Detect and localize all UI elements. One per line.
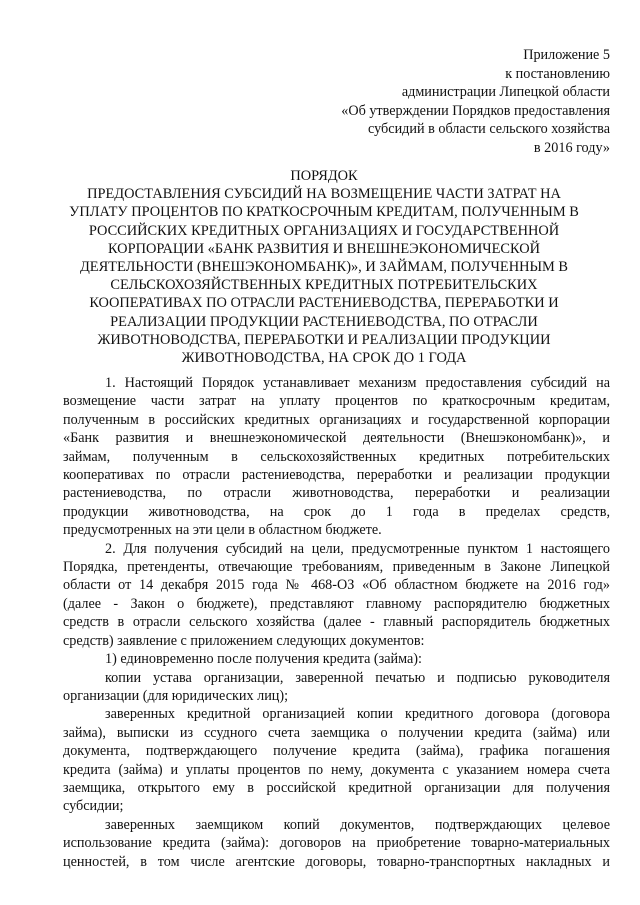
- title-line: РОССИЙСКИХ КРЕДИТНЫХ ОРГАНИЗАЦИЯХ И ГОСУДАРСТВЕННОЙ: [88, 222, 560, 239]
- appendix-block: [290, 46, 610, 158]
- document-body: [63, 374, 610, 871]
- body-line: полученным в российских кредитных организациях и государственной корпорации: [63, 411, 610, 428]
- title-line: ЖИВОТНОВОДСТВА, ПЕРЕРАБОТКИ И РЕАЛИЗАЦИИ ПРОДУКЦИИ: [97, 331, 551, 348]
- body-line: Порядка, претенденты, отвечающие требованиям, приведенным в Законе Липецкой: [63, 559, 610, 576]
- title-line: ДЕЯТЕЛЬНОСТИ (ВНЕШЭКОНОМБАНК)», И ЗАЙМАМ, ПОЛУЧЕННЫМ В: [79, 259, 569, 276]
- paragraph-5: [63, 705, 610, 815]
- body-line: субсидии;: [63, 798, 124, 815]
- body-line: заверенных кредитной организацией копии кредитного договора (договора: [105, 706, 610, 723]
- title-line: ПОРЯДОК: [290, 168, 358, 184]
- appendix-line: субсидий в области сельского хозяйства: [368, 121, 610, 138]
- body-line: займам, полученным в сельскохозяйственных кредитных потребительских: [63, 448, 610, 465]
- title-line: КОРПОРАЦИИ «БАНК РАЗВИТИЯ И ВНЕШНЕЭКОНОМИЧЕСКОЙ: [107, 240, 541, 257]
- title-line: РЕАЛИЗАЦИИ ПРОДУКЦИИ РАСТЕНИЕВОДСТВА, ПО ОТРАСЛИ: [110, 313, 538, 330]
- body-line: заемщика, открытого ему в российской кредитной организации для получения: [63, 779, 610, 796]
- body-line: кредита (займа) и уплаты процентов по нему, документа с указанием номера счета: [63, 761, 610, 778]
- body-line: области от 14 декабря 2015 года № 468-ОЗ «Об областном бюджете на 2016 год»: [63, 577, 610, 594]
- body-line: продукции животноводства, на срок до 1 года в пределах средств,: [63, 503, 610, 520]
- body-line: заверенных заемщиком копий документов, подтверждающих целевое: [105, 816, 610, 833]
- body-line: растениеводства, по отрасли животноводства, переработки и реализации: [63, 485, 610, 502]
- body-line: 2. Для получения субсидий на цели, предусмотренные пунктом 1 настоящего: [105, 540, 610, 557]
- appendix-line: «Об утверждении Порядков предоставления: [341, 102, 610, 119]
- title-line: КООПЕРАТИВАХ ПО ОТРАСЛИ РАСТЕНИЕВОДСТВА, ПЕРЕРАБОТКИ И: [89, 295, 559, 312]
- body-line: 1) единовременно после получения кредита (займа):: [105, 651, 422, 668]
- document-title: [50, 167, 598, 367]
- body-line: копии устава организации, заверенной печатью и подписью руководителя: [105, 669, 610, 686]
- body-line: средств в отрасли сельского хозяйства (далее - главный распорядитель бюджетных: [63, 614, 610, 631]
- body-line: «Банк развития и внешнеэкономической деятельности (Внешэкономбанк)», и: [63, 430, 610, 447]
- body-line: ценностей, в том числе агентские договоры, товарно-транспортных накладных и: [63, 853, 610, 870]
- appendix-line: в 2016 году»: [533, 139, 610, 156]
- body-line: (далее - Закон о бюджете), представляют главному распорядителю бюджетных: [63, 595, 610, 612]
- paragraph-6: [63, 816, 610, 871]
- body-line: возмещение части затрат на уплату процентов по краткосрочным кредитам,: [63, 393, 610, 410]
- paragraph-4: [63, 669, 610, 706]
- body-line: средств) заявление с приложением следующих документов:: [63, 632, 425, 649]
- appendix-line: администрации Липецкой области: [401, 84, 610, 101]
- title-line: УПЛАТУ ПРОЦЕНТОВ ПО КРАТКОСРОЧНЫМ КРЕДИТАМ, ПОЛУЧЕННЫМ В: [69, 204, 579, 221]
- title-line: СЕЛЬСКОХОЗЯЙСТВЕННЫХ КРЕДИТНЫХ ПОТРЕБИТЕЛЬСКИХ: [110, 277, 538, 294]
- body-line: 1. Настоящий Порядок устанавливает механизм предоставления субсидий на: [105, 375, 610, 391]
- title-line: ЖИВОТНОВОДСТВА, НА СРОК ДО 1 ГОДА: [181, 350, 467, 367]
- body-line: займа), выписки из ссудного счета заемщика о получении кредита (займа) или: [63, 724, 610, 741]
- body-line: предусмотренных на эти цели в областном бюджете.: [63, 522, 382, 539]
- body-line: организации (для юридических лиц);: [63, 687, 289, 704]
- paragraph-1: [63, 374, 610, 540]
- paragraph-3: [63, 650, 610, 668]
- body-line: кооперативах по отрасли растениеводства, переработки и реализации продукции: [63, 467, 610, 484]
- body-line: использование кредита (займа): договоров на приобретение товарно-материальных: [63, 835, 610, 852]
- appendix-line: к постановлению: [505, 65, 610, 82]
- appendix-line: Приложение 5: [523, 47, 610, 63]
- paragraph-2: [63, 540, 610, 650]
- body-line: документа, подтверждающего получение кредита (займа), графика погашения: [63, 743, 610, 760]
- title-line: ПРЕДОСТАВЛЕНИЯ СУБСИДИЙ НА ВОЗМЕЩЕНИЕ ЧАСТИ ЗАТРАТ НА: [87, 186, 561, 203]
